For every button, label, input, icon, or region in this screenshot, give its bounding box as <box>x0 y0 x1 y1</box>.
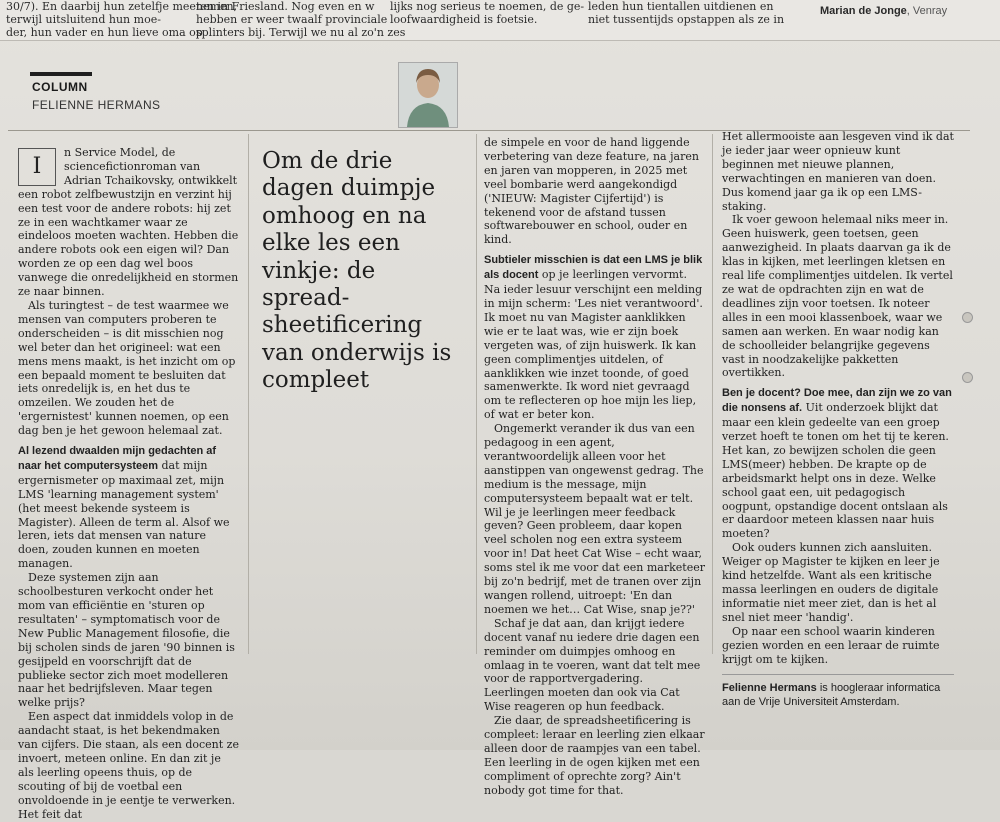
bio-divider <box>722 674 954 675</box>
header-rule <box>30 72 92 76</box>
bio-text: is hoogleraar informatica aan de Vrije Universiteit Amsterdam. <box>722 682 941 709</box>
body-paragraph: Zie daar, de spreadsheetificering is compleet: leraar en leerling zien elkaar alleen door de raampjes van een tabel. Een leerling in de ogen kijken met een compliment of oprechte zorg? Ain't nobody got time for that. <box>484 714 705 797</box>
subhead: Ben je docent? Doe mee, dan zijn we zo van die nonsens af. <box>722 387 952 415</box>
column-divider <box>476 134 477 654</box>
column-label: COLUMN <box>32 80 88 94</box>
article-column-1 <box>18 146 240 822</box>
drop-cap: I <box>18 148 56 186</box>
portrait-icon <box>399 63 457 127</box>
body-paragraph: Op naar een school waarin kinderen gezien worden en een leraar de ruimte krijgt om te kijken. <box>722 624 940 666</box>
previous-article-strip <box>0 0 1000 41</box>
column-divider <box>712 134 713 654</box>
staple-mark <box>962 312 973 323</box>
body-paragraph: de simpele en voor de hand liggende verbetering van deze feature, na jaren en jaren van mopperen, in 2025 met veel bombarie werd aangekondigd ('NIEUW: Magister Cijfertijd') is tekenend voor de afstand tussen softwarebouwer en school, ouder en kind. <box>484 136 699 247</box>
prev-col-3 <box>390 0 584 26</box>
signature-name: Marian de Jonge <box>820 5 907 17</box>
author-bio <box>722 681 954 709</box>
prev-line: niet tussentijds opstappen als ze in <box>588 13 785 26</box>
prev-line: lijks nog serieus te noemen, de ge- <box>390 0 585 13</box>
subhead: Subtieler misschien is dat een LMS je blik als docent <box>484 254 703 282</box>
subhead-tail: dat mijn ergernismeter op maximaal zet, mijn LMS 'learning management system' (het meest bekende systeem is Magister). Alleen de term al. Alsof we leren, iets dat mensen van nature doen, zouden kunnen en moeten managen. <box>18 458 230 571</box>
body-paragraph <box>722 386 954 541</box>
letter-signature <box>820 4 947 18</box>
body-paragraph <box>18 444 240 571</box>
body-paragraph: Deze systemen zijn aan schoolbesturen verkocht onder het mom van efficiëntie en 'sturen op resultaten' – symptomatisch voor de New Public Management filosofie, die bij scholen sinds de jaren '90 binnen is gesijpeld en voorschrijft dat de publieke sector zich moet modelleren naar het bedrijfsleven. Maar tegen welke prijs? <box>18 571 235 710</box>
body-paragraph: Een aspect dat inmiddels volop in de aandacht staat, is het bekendmaken van cijfers. Die staan, als een docent ze invoert, meteen online. En dan zit je als leerling opeens thuis, op de scouting of bij de voetbal een onvoldoende in je eentje te verwerken. Het feit dat <box>18 710 239 821</box>
column-header <box>8 72 400 124</box>
subhead-tail: op je leerlingen vervormt. Na ieder lesuur verschijnt een melding in mijn scherm: 'Les niet verantwoord'. Ik moet nu van Magister aanklikken wie er te laat was, wie er zijn boek vergeten was, of zijn huiswerk. Ik kan geen complimentjes uitdelen, of aanklikken wie inzet toonde, of goed samenwerkte. Ik word niet gevraagd om te reflecteren op hoe mijn les liep, of wat er beter kon. <box>484 268 703 422</box>
article-column-4 <box>722 130 954 709</box>
body-paragraph: Als turingtest – de test waarmee we mensen van computers proberen te onderscheiden – is dit misschien nog wel beter dan het origineel: wat een mens mens maakt, is het inzicht om op een bepaald moment te besluiten dat iets onredelijk is, en het dus te omzeilen. We zouden het de 'ergernistest' kunnen noemen, op een dag ben je het gewoon helemaal zat. <box>18 298 236 438</box>
signature-place: , Venray <box>906 5 948 17</box>
body-paragraph: Ongemerkt verander ik dus van een pedagoog in een agent, verantwoordelijk alleen voor het aanstippen van ongewenst gedrag. The medium is the message, mijn computersysteem bepaalt wat er telt. Wil je je leerlingen meer feedback geven? Geen probleem, daar kopen veel scholen nog een extra systeem voor in! Dat heet Cat Wise – echt waar, soms stel ik me voor dat een marketeer bij zo'n bedrijf, met de tranen over zijn wangen rollend, uitroept: 'En dan noemen we het… Cat Wise, snap je??' <box>484 422 705 616</box>
prev-line: hebben er weer twaalf provinciale <box>196 13 388 26</box>
article-column-3 <box>484 136 706 798</box>
body-paragraph <box>484 253 706 422</box>
prev-line: 30/7). En daarbij hun zetelfje meenemen, <box>6 0 238 13</box>
subhead: Al lezend dwaalden mijn gedachten af naar het computersysteem <box>18 445 217 472</box>
prev-col-2 <box>196 0 405 39</box>
prev-line: leden hun tientallen uitdienen en <box>588 0 774 13</box>
prev-line: splinters bij. Terwijl we nu al zo'n zes <box>196 26 406 39</box>
body-paragraph: Ik voer gewoon helemaal niks meer in. Geen huiswerk, geen toetsen, geen aanwezigheid. In plaats daarvan ga ik de klas in kijken, met leerlingen kletsen en real life complimentjes uitdelen. Ik vertel ze wat de opdrachten zijn en wat de deadlines zijn voor toetsen. Ik noteer alles in een mooi klassenboek, waar we samen aan werken. En waar nodig kan de schoolleider belangrijke gegevens vast in noodzakelijke pakketten overtikken. <box>722 213 953 380</box>
bio-name: Felienne Hermans <box>722 682 817 695</box>
staple-mark <box>962 372 973 383</box>
subhead-tail: Uit onderzoek blijkt dat maar een klein gedeelte van een groep verzet hoeft te tonen om het tij te keren. Het kan, zo bewijzen scholen die geen LMS(meer) hebben. De krapte op de arbeidsmarkt helpt ons in deze. Welke school gaat een, uit pedagogisch oogpunt, opstandige docent ontslaan als er daardoor meteen klassen naar huis moeten? <box>722 401 949 541</box>
body-paragraph: n Service Model, de sciencefictionroman van Adrian Tchaikovsky, ontwikkelt een robot zelfbewustzijn en verzint hij een test voor de andere robots: hij zet ze in een wachtkamer waar ze eindeloos moeten wachten. Hebben die andere robots ook een eigen wil? Dan worden ze op een dag wel boos vanwege die onredelijkheid en stormen ze naar binnen. <box>18 146 239 299</box>
column-author: FELIENNE HERMANS <box>32 98 161 112</box>
column-divider <box>248 134 249 654</box>
prev-line: loofwaardigheid is foetsie. <box>390 13 538 26</box>
pull-quote: Om de drie dagen duimpje omhoog en na elke les een vinkje: de spread-sheetificering van onderwijs is compleet <box>262 148 452 394</box>
prev-line: terwijl uitsluitend hun moe- <box>6 13 161 26</box>
prev-col-4 <box>588 0 784 26</box>
body-paragraph: Het allermooiste aan lesgeven vind ik dat je ieder jaar weer opnieuw kunt beginnen met nieuwe plannen, verwachtingen en manieren van doen. Dus komend jaar ga ik op een LMS-staking. <box>722 130 954 213</box>
author-portrait-photo <box>398 62 458 128</box>
body-paragraph: Ook ouders kunnen zich aansluiten. Weiger op Magister te kijken en leer je kind hetzelfde. Want als een kritische massa leerlingen en ouders de digitale informatie niet meer ziet, dan is het al snel niet meer 'handig'. <box>722 541 940 624</box>
prev-line: ten in Friesland. Nog even en w <box>196 0 375 13</box>
prev-line: der, hun vader en hun lieve oma op <box>6 26 203 39</box>
body-paragraph: Schaf je dat aan, dan krijgt iedere docent vanaf nu iedere drie dagen een reminder om duimpjes omhoog en omlaag in te voeren, want dat telt mee voor de rapportvergadering. Leerlingen moeten dan ook via Cat Wise reageren op hun feedback. <box>484 616 701 714</box>
